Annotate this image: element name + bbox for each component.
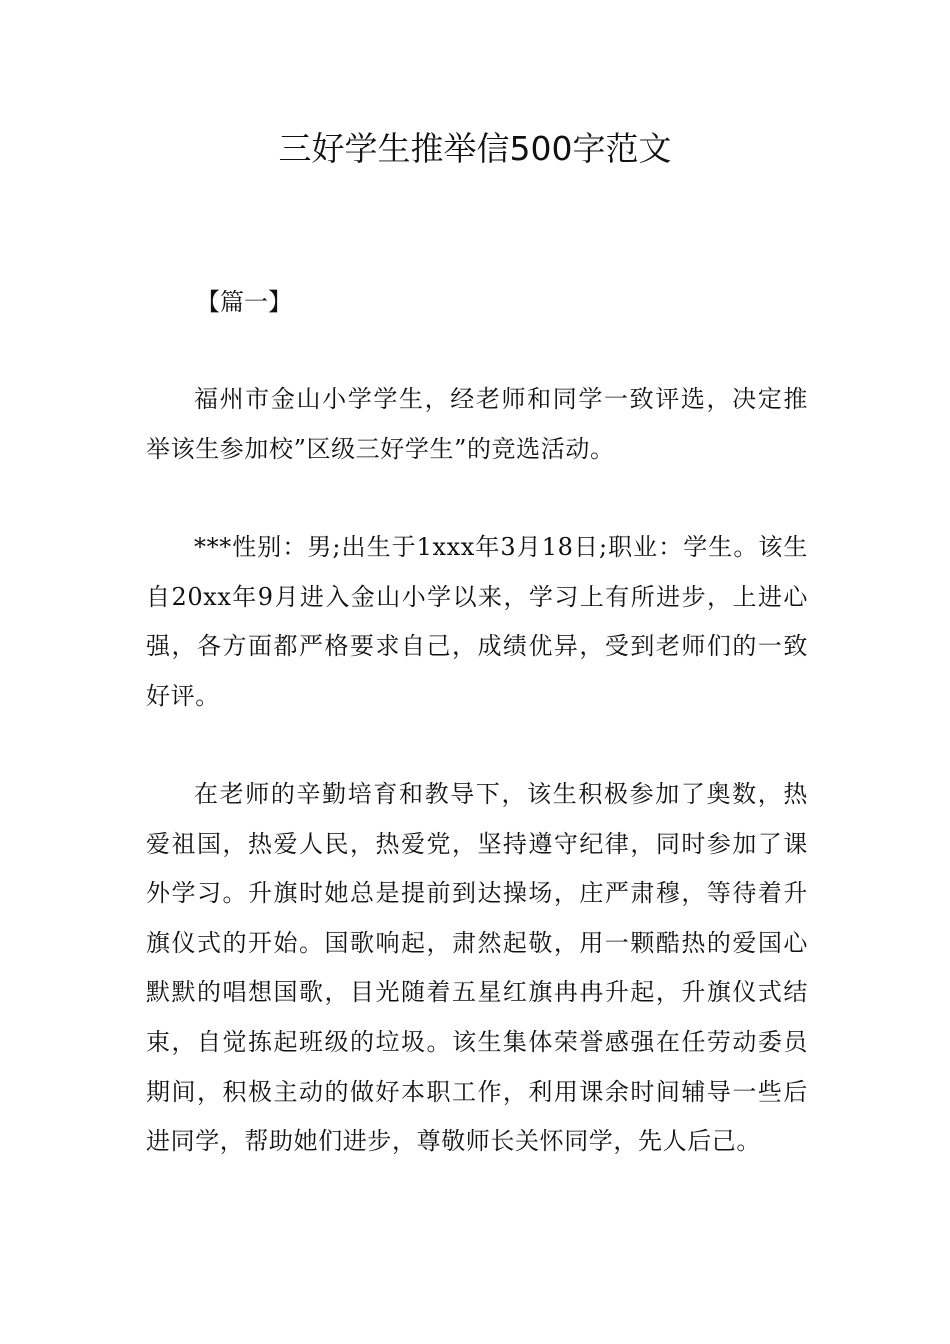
paragraph-intro: 福州市金山小学学生，经老师和同学一致评选，决定推举该生参加校”区级三好学生”的竞选活动。 xyxy=(146,385,808,463)
paragraph-conduct: 在老师的辛勤培育和教导下，该生积极参加了奥数，热爱祖国，热爱人民，热爱党，坚持遵守纪律，同时参加了课外学习。升旗时她总是提前到达操场，庄严肃穆，等待着升旗仪式的开始。国歌响起，肃然起敬，用一颗酷热的爱国心默默的唱想国歌，目光随着五星红旗冉冉升起，升旗仪式结束，自觉拣起班级的垃圾。该生集体荣誉感强在任劳动委员期间，积极主动的做好本职工作，利用课余时间辅导一些后进同学，帮助她们进步，尊敬师长关怀同学，先人后己。 xyxy=(146,780,808,1156)
document-title: 三好学生推举信500字范文 xyxy=(278,129,672,168)
paragraph-profile: ***性别：男;出生于1xxx年3月18日;职业：学生。该生自20xx年9月进入金山小学以来，学习上有所进步，上进心强，各方面都严格要求自己，成绩优异，受到老师们的一致好评。 xyxy=(146,533,808,710)
section-label: 【篇一】 xyxy=(196,288,292,316)
